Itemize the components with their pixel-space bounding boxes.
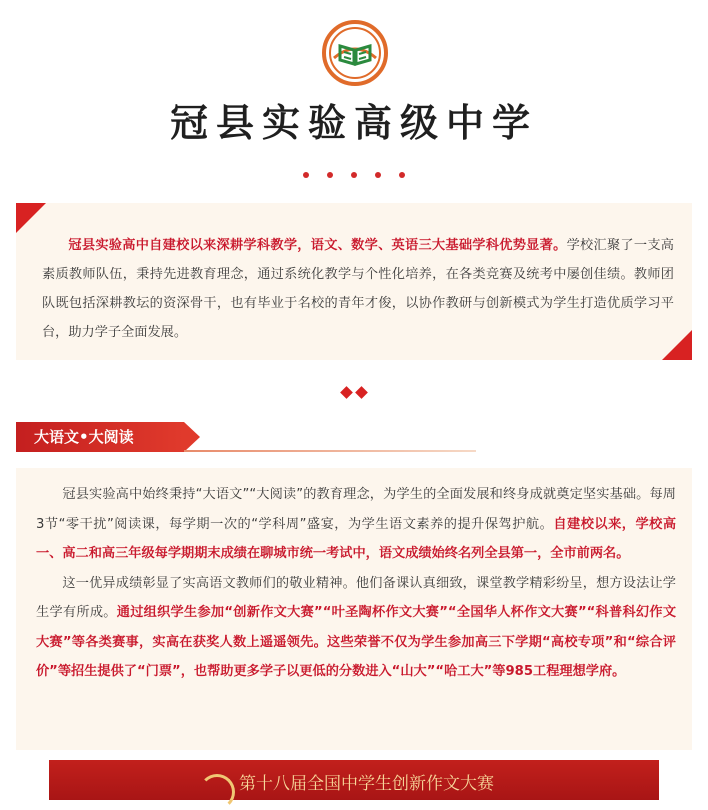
reading-card <box>16 468 692 750</box>
paragraph-1-text: 冠县实验高中始终秉持“大语文”“大阅读”的教育理念，为学生的全面发展和终身成就奠定坚实基础。每周3节“零干扰”阅读课，每学期一次的“学科周”盛宴，为学生语文素养的提升保驾护航。 <box>36 487 676 532</box>
paragraph-2-text: 这一优异成绩彰显了实高语文教师们的敬业精神。他们备课认真细致，课堂教学精彩纷呈，想方设法让学生学有所成。 <box>36 575 676 620</box>
banner-text: 第十八届全国中学生创新作文大赛 <box>239 774 494 794</box>
corner-triangle-top-left <box>16 203 46 233</box>
dot <box>399 172 405 178</box>
section-title: 大语文•大阅读 <box>16 422 184 452</box>
intro-text: 学校汇聚了一支高素质教师队伍，秉持先进教育理念，通过系统化教学与个性化培养，在各类竞赛及统考中屡创佳绩。教师团队既包括深耕教坛的资深骨干，也有毕业于名校的青年才俊，以协作教研与创新模式为学生打造优质学习平台，助力学子全面发展。 <box>42 238 674 340</box>
dot <box>351 172 357 178</box>
competition-banner <box>49 760 659 800</box>
intro-highlight: 冠县实验高中自建校以来深耕学科教学，语文、数学、英语三大基础学科优势显著。 <box>68 238 567 253</box>
dot <box>375 172 381 178</box>
intro-card <box>16 203 692 360</box>
dot-divider <box>0 163 708 182</box>
diamond <box>355 386 368 399</box>
paragraph-2 <box>36 569 676 687</box>
laurel-icon <box>199 774 235 810</box>
intro-paragraph <box>42 231 674 347</box>
paragraph-2-highlight: 通过组织学生参加“创新作文大赛”“叶圣陶杯作文大赛”“全国华人杯作文大赛”“科普科幻作文大赛”等各类赛事，实高在获奖人数上遥遥领先。这些荣誉不仅为学生参加高三下学期“高校专项”和“综合评价”等招生提供了“门票”，也帮助更多学子以更低的分数进入“山大”“哈工大”等985工程理想学府。 <box>36 605 677 679</box>
dot <box>303 172 309 178</box>
dot <box>327 172 333 178</box>
diamond-divider <box>0 382 708 401</box>
section-underline <box>184 450 476 452</box>
paragraph-1-highlight: 自建校以来，学校高一、高二和高三年级每学期期末成绩在聊城市统一考试中，语文成绩始终名列全县第一，全市前两名。 <box>36 516 677 561</box>
school-name: 冠县实验高级中学 <box>169 100 538 145</box>
school-emblem-book-icon <box>320 18 390 88</box>
diamond <box>340 386 353 399</box>
section-header <box>16 422 476 452</box>
corner-triangle-bottom-right <box>662 330 692 360</box>
section-arrow <box>184 422 200 452</box>
paragraph-1 <box>36 480 676 569</box>
